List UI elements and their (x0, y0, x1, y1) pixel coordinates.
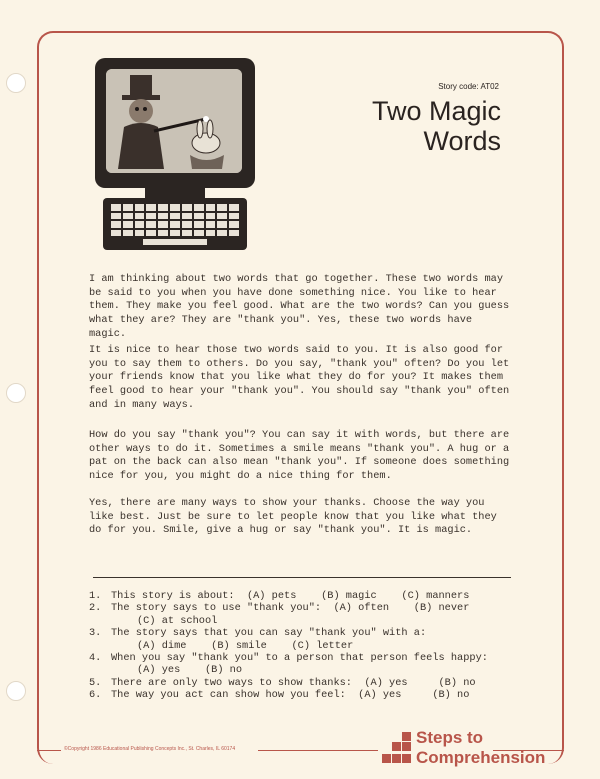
question-text: The story says to use "thank you": (A) often (B) never (111, 602, 470, 615)
keyboard-key (146, 230, 156, 237)
keyboard-key (158, 230, 168, 237)
story-code: Story code: AT02 (438, 82, 499, 91)
keyboard-key (217, 213, 227, 220)
keyboard-key (217, 221, 227, 228)
question-text: The story says that you can say "thank you" with a: (111, 627, 427, 640)
keyboard-key (146, 204, 156, 211)
question-item (89, 677, 519, 689)
footer-rule-right (493, 750, 564, 751)
question-options: (A) yes (B) no (137, 664, 243, 677)
publisher-logo (382, 728, 572, 770)
question-number: 4. (89, 652, 102, 665)
question-text: The way you act can show how you feel: (A) yes (B) no (111, 689, 470, 702)
question-item (89, 652, 519, 677)
logo-blocks-icon (382, 728, 412, 768)
binder-hole-top (6, 73, 26, 93)
question-number: 6. (89, 689, 102, 702)
binder-hole-bottom (6, 681, 26, 701)
keyboard-keys (111, 204, 239, 236)
keyboard-key (170, 230, 180, 237)
keyboard-key (111, 204, 121, 211)
keyboard-key (229, 213, 239, 220)
magician-rabbit-illustration (106, 69, 242, 173)
paragraph-2: It is nice to hear those two words said to you. It is also good for you to say them to others. Do you say, "thank you" often? Do you let your friends know that you like what they do for you? It makes them feel good to hear your "thank you". You should say "thank you" often and in many ways. (89, 344, 510, 411)
question-number: 5. (89, 676, 102, 689)
question-text: This story is about: (A) pets (B) magic (C) manners (111, 590, 470, 602)
keyboard-key (158, 221, 168, 228)
title-line-2: Words (423, 126, 501, 156)
binder-hole-middle (6, 383, 26, 403)
keyboard-key (229, 204, 239, 211)
question-item (89, 602, 519, 627)
keyboard-key (158, 204, 168, 211)
keyboard-key (217, 230, 227, 237)
question-number: 1. (89, 590, 102, 602)
page-title (372, 96, 501, 156)
keyboard-key (123, 230, 133, 237)
keyboard-key (135, 213, 145, 220)
keyboard-key (194, 213, 204, 220)
screen-illustration (106, 69, 242, 173)
question-options: (A) dime (B) smile (C) letter (137, 639, 354, 652)
keyboard-key (146, 221, 156, 228)
keyboard-key (158, 213, 168, 220)
question-list (89, 590, 519, 702)
keyboard-key (229, 230, 239, 237)
question-item (89, 689, 519, 701)
keyboard-key (194, 230, 204, 237)
paragraph-4: Yes, there are many ways to show your thanks. Choose the way you like best. Just be sure to let people know that you like what they do for you. Smile, give a hug or say "thank you". It is magic. (89, 497, 497, 537)
keyboard-key (146, 213, 156, 220)
question-text: There are only two ways to show thanks: (A) yes (B) no (111, 676, 476, 689)
footer-rule-middle (258, 750, 378, 751)
keyboard-key (194, 204, 204, 211)
monitor-stand (145, 188, 205, 198)
keyboard-key (111, 221, 121, 228)
spacebar (143, 239, 207, 245)
keyboard-key (111, 213, 121, 220)
question-number: 2. (89, 602, 102, 615)
keyboard-key (182, 213, 192, 220)
question-text: When you say "thank you" to a person that person feels happy: (111, 652, 488, 665)
keyboard-key (229, 221, 239, 228)
computer-icon (95, 58, 255, 250)
paragraph-3: How do you say "thank you"? You can say it with words, but there are other ways to do it. Sometimes a smile means "thank you". A hug or a pat on the back can also mean "thank you". If someone does something nice for you, you might do a nice thing for them. (89, 429, 510, 483)
keyboard-key (111, 230, 121, 237)
keyboard-key (135, 204, 145, 211)
logo-text-comprehension: Comprehension (416, 748, 546, 767)
question-item (89, 590, 519, 602)
footer-rule-left (37, 750, 61, 751)
keyboard-key (217, 204, 227, 211)
keyboard-key (170, 221, 180, 228)
question-item (89, 627, 519, 652)
keyboard-key (170, 213, 180, 220)
question-options: (C) at school (137, 614, 218, 627)
copyright-notice: ©Copyright 1986 Educational Publishing Concepts Inc., St. Charles, IL 60174 (64, 746, 236, 752)
question-divider (93, 577, 511, 578)
keyboard-key (135, 221, 145, 228)
keyboard-key (123, 221, 133, 228)
keyboard (103, 198, 247, 250)
keyboard-key (182, 221, 192, 228)
keyboard-key (135, 230, 145, 237)
keyboard-key (194, 221, 204, 228)
keyboard-key (170, 204, 180, 211)
keyboard-key (206, 230, 216, 237)
keyboard-key (182, 230, 192, 237)
keyboard-key (182, 204, 192, 211)
monitor (95, 58, 255, 188)
keyboard-key (123, 213, 133, 220)
keyboard-key (123, 204, 133, 211)
keyboard-key (206, 221, 216, 228)
keyboard-key (206, 204, 216, 211)
keyboard-key (206, 213, 216, 220)
question-number: 3. (89, 627, 102, 640)
logo-text-steps: Steps to (416, 728, 484, 747)
paragraph-1: I am thinking about two words that go together. These two words may be said to you when you have done something nice. You like to hear them. They make you feel good. What are the two words? Can you guess what they are? They are "thank you". Yes, these two words have magic. (89, 273, 510, 340)
title-line-1: Two Magic (371, 96, 501, 126)
